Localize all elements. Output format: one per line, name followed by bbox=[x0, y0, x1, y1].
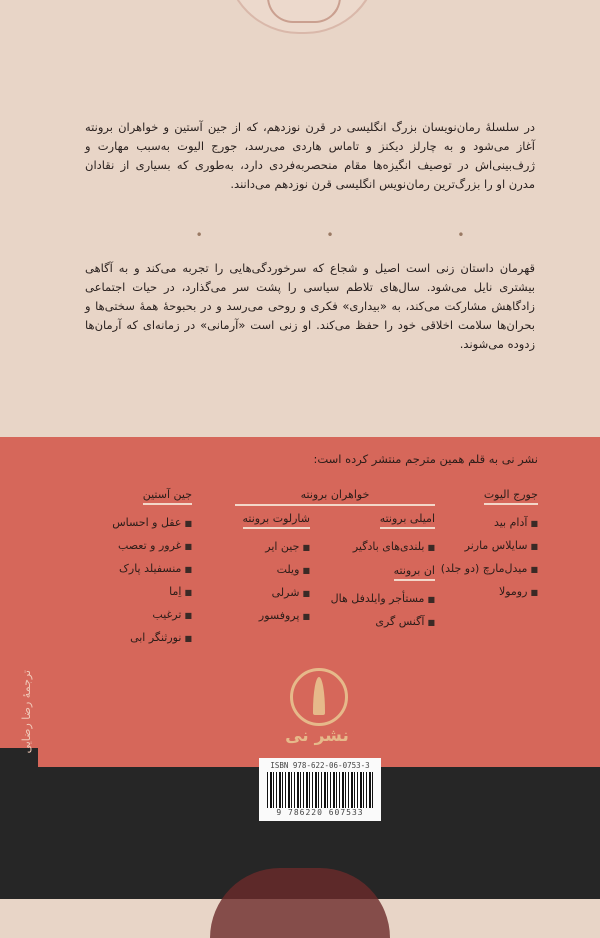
author-column-emily bbox=[331, 512, 435, 633]
book-item: ■ جین ایر bbox=[243, 535, 311, 558]
book-item: ■ بلندی‌های بادگیر bbox=[331, 535, 435, 558]
book-item: ■ نورثنگر ابی bbox=[112, 626, 192, 649]
book-item: ■ ویلت bbox=[243, 558, 311, 581]
description-paragraph-1: در سلسلهٔ رمان‌نویسان بزرگ انگلیسی در قرن نوزدهم، که از جین آستین و خواهران برونته آغاز می‌شود و به چارلز دیکنز و تاماس هاردی می‌رسد، جورج الیوت به‌سبب مهارت و ژرف‌بینی‌اش در توصیف انگیزه‌ها مقام منحصربه‌فردی دارد، به‌طوری که بسیاری از نقادان مدرن او را بزرگ‌ترین رمان‌نویس انگلیسی قرن نوزدهم می‌دانند. bbox=[85, 120, 535, 191]
book-item: ■ منسفیلد پارک bbox=[112, 557, 192, 580]
barcode-number: 9 786220 607533 bbox=[276, 808, 364, 817]
translator-vertical-text: ترجمهٔ رضا رضایی bbox=[20, 670, 33, 754]
author-column-eliot bbox=[441, 488, 538, 603]
book-item: ■ مستأجر وایلدفل هال bbox=[331, 587, 435, 610]
book-item: ■ سایلاس مارنر bbox=[441, 534, 538, 557]
publisher-logo-icon bbox=[290, 668, 348, 726]
bronte-sisters-heading: خواهران برونته bbox=[235, 488, 435, 506]
book-item: ■ پروفسور bbox=[243, 604, 311, 627]
author-heading: جین آستین bbox=[143, 488, 192, 505]
book-item: ■ شرلی bbox=[243, 581, 311, 604]
barcode-bars bbox=[267, 772, 373, 808]
top-ornament bbox=[225, 0, 379, 34]
description-paragraph-2: قهرمان داستان زنی است اصیل و شجاع که سرخوردگی‌هایی را تجربه می‌کند و به آگاهی بیشتری نایل می‌شود. سال‌های تلاطم سیاسی را پشت سر می‌گذارد، در حیات اجتماعی زادگاهش مشارکت می‌کند، به «بیداری» فکری و روحی می‌رسد و در بحبوحهٔ همهٔ سختی‌ها و بحران‌ها سلامت اخلاقی خود را حفظ می‌کند. او زنی است «آرمانی» در زمانه‌ای که آرمان‌ها زدوده می‌شوند. bbox=[85, 261, 535, 351]
barcode bbox=[259, 758, 381, 821]
book-item: ■ میدل‌مارچ (دو جلد) bbox=[441, 557, 538, 580]
author-heading: شارلوت برونته bbox=[243, 512, 311, 529]
author-heading: امیلی برونته bbox=[380, 512, 435, 529]
author-column-charlotte bbox=[243, 512, 311, 627]
book-item: ■ اِما bbox=[112, 580, 192, 603]
book-item: ■ آگنس گری bbox=[331, 610, 435, 633]
isbn-text: ISBN 978-622-06-0753-3 bbox=[270, 761, 370, 770]
booklist-intro: نشر نی به قلم همین مترجم منتشر کرده است: bbox=[313, 452, 538, 466]
author-heading: ان برونته bbox=[394, 564, 435, 581]
separator-dots: • • • bbox=[195, 228, 525, 242]
book-item: ■ رومولا bbox=[441, 580, 538, 603]
author-column-austen bbox=[112, 488, 192, 649]
book-item: ■ غرور و تعصب bbox=[112, 534, 192, 557]
author-heading: جورج الیوت bbox=[484, 488, 538, 505]
book-item: ■ آدام بید bbox=[441, 511, 538, 534]
publisher-name: نشر نی bbox=[285, 726, 349, 746]
book-item: ■ ترغیب bbox=[112, 603, 192, 626]
book-item: ■ عقل و احساس bbox=[112, 511, 192, 534]
